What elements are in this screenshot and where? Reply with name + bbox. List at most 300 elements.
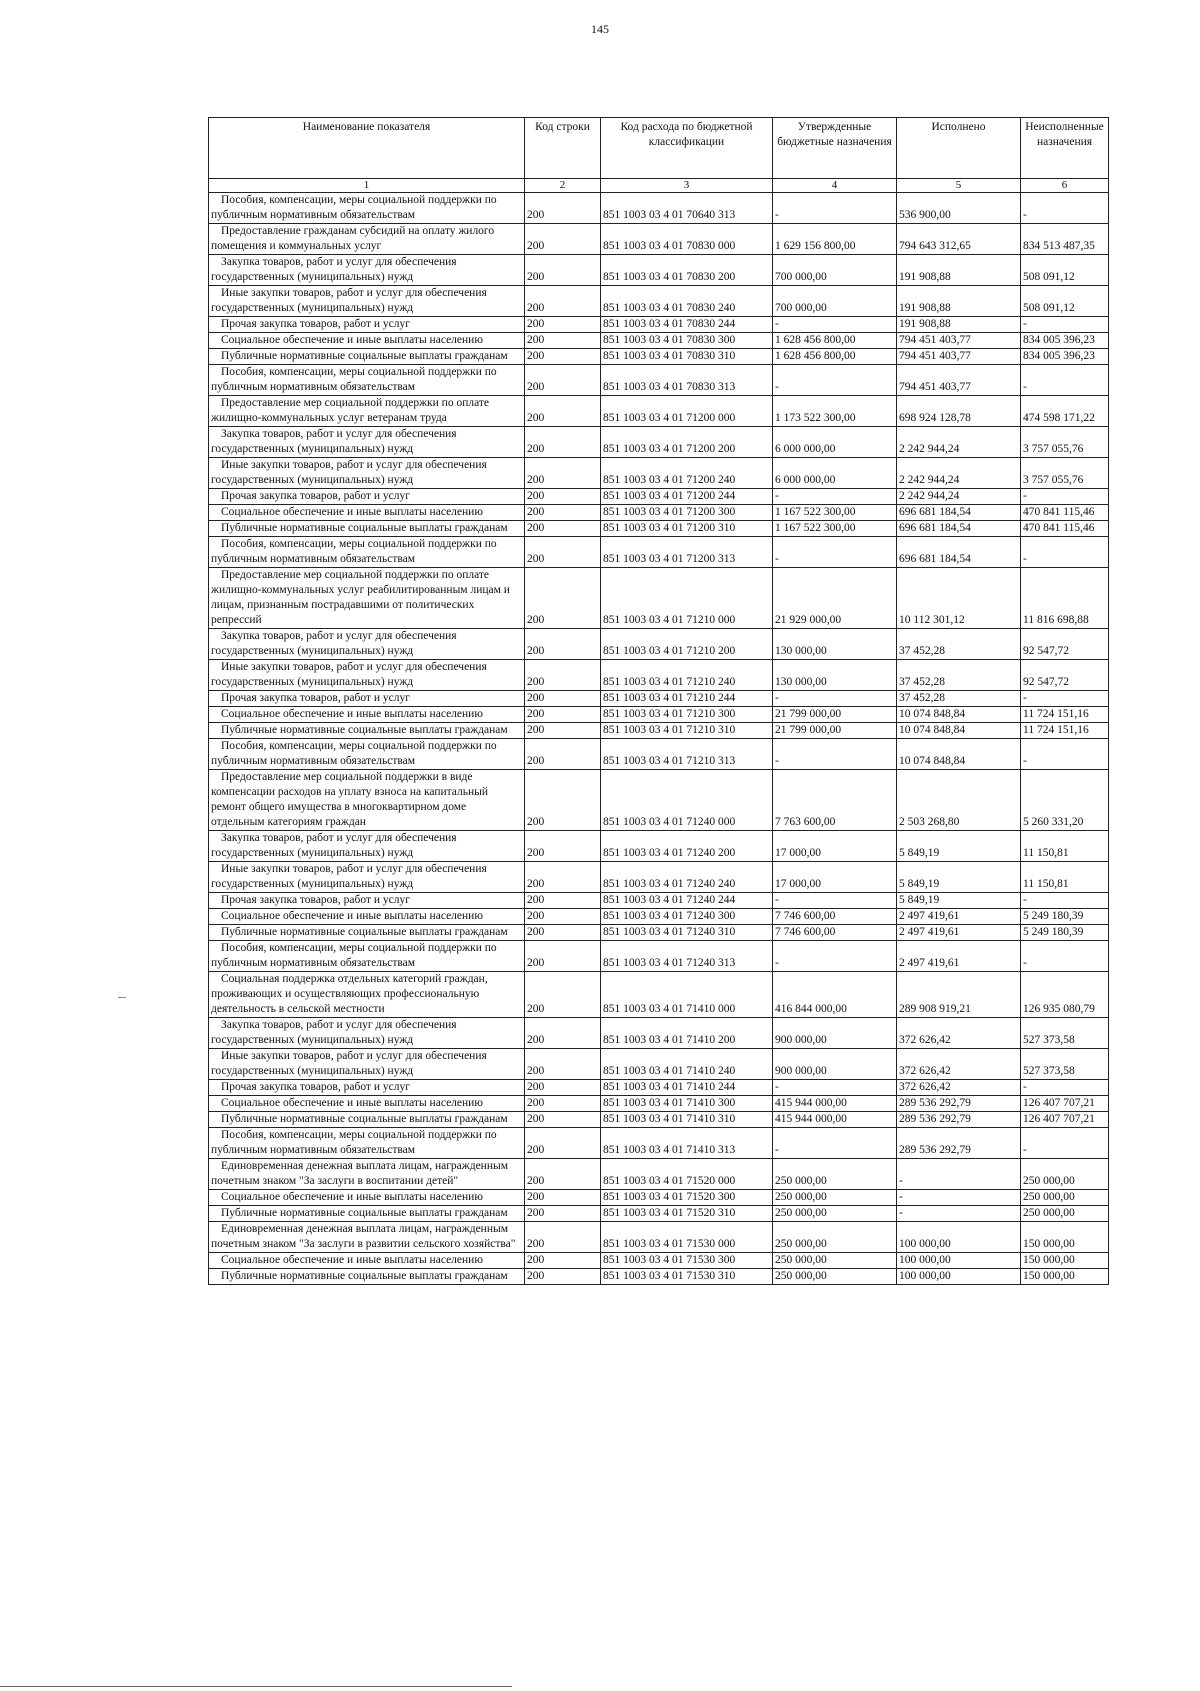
line-code-cell: 200 — [525, 333, 601, 349]
line-code-cell: 200 — [525, 862, 601, 893]
expense-code-cell: 851 1003 03 4 01 71410 310 — [601, 1112, 773, 1128]
executed-cell: 696 681 184,54 — [897, 505, 1021, 521]
approved-cell: - — [773, 489, 897, 505]
executed-cell: 2 242 944,24 — [897, 427, 1021, 458]
expense-code-cell: 851 1003 03 4 01 71520 300 — [601, 1190, 773, 1206]
header-row — [209, 118, 1109, 179]
executed-cell: 372 626,42 — [897, 1049, 1021, 1080]
line-code-cell: 200 — [525, 1269, 601, 1285]
executed-cell: 5 849,19 — [897, 862, 1021, 893]
table-row — [209, 489, 1109, 505]
expense-code-cell: 851 1003 03 4 01 71210 000 — [601, 568, 773, 629]
executed-cell: 10 112 301,12 — [897, 568, 1021, 629]
table-row — [209, 317, 1109, 333]
line-code-cell: 200 — [525, 739, 601, 770]
indicator-name-cell: Пособия, компенсации, меры социальной поддержки по публичным нормативным обязательствам — [209, 941, 525, 972]
table-row — [209, 1128, 1109, 1159]
table-row — [209, 691, 1109, 707]
indicator-name-cell: Предоставление мер социальной поддержки в виде компенсации расходов на уплату взноса на капитальный ремонт общего имущества в многоквартирном доме отдельным категориям граждан — [209, 770, 525, 831]
table-row — [209, 1159, 1109, 1190]
line-code-cell: 200 — [525, 629, 601, 660]
approved-cell: 250 000,00 — [773, 1269, 897, 1285]
expense-code-cell: 851 1003 03 4 01 71410 000 — [601, 972, 773, 1018]
indicator-name-cell: Единовременная денежная выплата лицам, награжденным почетным знаком "За заслуги в развитии сельского хозяйства" — [209, 1222, 525, 1253]
approved-cell: 21 799 000,00 — [773, 723, 897, 739]
expense-code-cell: 851 1003 03 4 01 71410 240 — [601, 1049, 773, 1080]
indicator-name-cell: Иные закупки товаров, работ и услуг для обеспечения государственных (муниципальных) нужд — [209, 1049, 525, 1080]
approved-cell: 6 000 000,00 — [773, 458, 897, 489]
executed-cell: 289 536 292,79 — [897, 1112, 1021, 1128]
unexecuted-cell: 150 000,00 — [1021, 1222, 1109, 1253]
table-row — [209, 365, 1109, 396]
table-row — [209, 831, 1109, 862]
expense-code-cell: 851 1003 03 4 01 70830 000 — [601, 224, 773, 255]
line-code-cell: 200 — [525, 1096, 601, 1112]
line-code-cell: 200 — [525, 1018, 601, 1049]
unexecuted-cell: - — [1021, 193, 1109, 224]
approved-cell: 130 000,00 — [773, 629, 897, 660]
header-indicator-name: Наименование показателя — [209, 118, 525, 179]
unexecuted-cell: - — [1021, 739, 1109, 770]
executed-cell: 696 681 184,54 — [897, 537, 1021, 568]
approved-cell: 900 000,00 — [773, 1018, 897, 1049]
expense-code-cell: 851 1003 03 4 01 70830 244 — [601, 317, 773, 333]
line-code-cell: 200 — [525, 723, 601, 739]
expense-code-cell: 851 1003 03 4 01 71240 000 — [601, 770, 773, 831]
line-code-cell: 200 — [525, 1112, 601, 1128]
executed-cell: 5 849,19 — [897, 893, 1021, 909]
executed-cell: 794 643 312,65 — [897, 224, 1021, 255]
approved-cell: - — [773, 1080, 897, 1096]
indicator-name-cell: Иные закупки товаров, работ и услуг для обеспечения государственных (муниципальных) нужд — [209, 660, 525, 691]
executed-cell: 289 908 919,21 — [897, 972, 1021, 1018]
executed-cell: 2 497 419,61 — [897, 925, 1021, 941]
line-code-cell: 200 — [525, 1080, 601, 1096]
executed-cell: 10 074 848,84 — [897, 707, 1021, 723]
indicator-name-cell: Публичные нормативные социальные выплаты гражданам — [209, 723, 525, 739]
expense-code-cell: 851 1003 03 4 01 71200 240 — [601, 458, 773, 489]
unexecuted-cell: 250 000,00 — [1021, 1190, 1109, 1206]
executed-cell: 696 681 184,54 — [897, 521, 1021, 537]
header-line-code: Код строки — [525, 118, 601, 179]
executed-cell: - — [897, 1159, 1021, 1190]
unexecuted-cell: 3 757 055,76 — [1021, 427, 1109, 458]
line-code-cell: 200 — [525, 365, 601, 396]
approved-cell: 1 629 156 800,00 — [773, 224, 897, 255]
expense-code-cell: 851 1003 03 4 01 70830 200 — [601, 255, 773, 286]
unexecuted-cell: 11 724 151,16 — [1021, 723, 1109, 739]
expense-code-cell: 851 1003 03 4 01 70830 300 — [601, 333, 773, 349]
page-number: 145 — [591, 22, 609, 36]
indicator-name-cell: Закупка товаров, работ и услуг для обеспечения государственных (муниципальных) нужд — [209, 1018, 525, 1049]
unexecuted-cell: - — [1021, 941, 1109, 972]
table-row — [209, 224, 1109, 255]
indicator-name-cell: Закупка товаров, работ и услуг для обеспечения государственных (муниципальных) нужд — [209, 427, 525, 458]
indicator-name-cell: Публичные нормативные социальные выплаты гражданам — [209, 521, 525, 537]
approved-cell: - — [773, 193, 897, 224]
executed-cell: 794 451 403,77 — [897, 349, 1021, 365]
indicator-name-cell: Прочая закупка товаров, работ и услуг — [209, 489, 525, 505]
unexecuted-cell: 150 000,00 — [1021, 1253, 1109, 1269]
executed-cell: 191 908,88 — [897, 286, 1021, 317]
column-number: 1 — [209, 179, 525, 193]
executed-cell: 698 924 128,78 — [897, 396, 1021, 427]
approved-cell: 6 000 000,00 — [773, 427, 897, 458]
executed-cell: 289 536 292,79 — [897, 1128, 1021, 1159]
unexecuted-cell: 126 935 080,79 — [1021, 972, 1109, 1018]
unexecuted-cell: 3 757 055,76 — [1021, 458, 1109, 489]
approved-cell: 415 944 000,00 — [773, 1096, 897, 1112]
line-code-cell: 200 — [525, 505, 601, 521]
executed-cell: 536 900,00 — [897, 193, 1021, 224]
executed-cell: 2 503 268,80 — [897, 770, 1021, 831]
approved-cell: 21 929 000,00 — [773, 568, 897, 629]
approved-cell: 7 763 600,00 — [773, 770, 897, 831]
expense-code-cell: 851 1003 03 4 01 71200 200 — [601, 427, 773, 458]
approved-cell: 7 746 600,00 — [773, 909, 897, 925]
executed-cell: - — [897, 1206, 1021, 1222]
table-row — [209, 862, 1109, 893]
approved-cell: 21 799 000,00 — [773, 707, 897, 723]
indicator-name-cell: Публичные нормативные социальные выплаты гражданам — [209, 1112, 525, 1128]
budget-execution-table — [208, 117, 1109, 1285]
indicator-name-cell: Социальное обеспечение и иные выплаты населению — [209, 1253, 525, 1269]
header-unexecuted: Неисполненные назначения — [1021, 118, 1109, 179]
approved-cell: 1 167 522 300,00 — [773, 505, 897, 521]
indicator-name-cell: Социальное обеспечение и иные выплаты населению — [209, 333, 525, 349]
expense-code-cell: 851 1003 03 4 01 71200 000 — [601, 396, 773, 427]
unexecuted-cell: - — [1021, 537, 1109, 568]
unexecuted-cell: 11 150,81 — [1021, 862, 1109, 893]
expense-code-cell: 851 1003 03 4 01 71520 000 — [601, 1159, 773, 1190]
approved-cell: - — [773, 317, 897, 333]
indicator-name-cell: Социальная поддержка отдельных категорий граждан, проживающих и осуществляющих профессиональную деятельность в сельской местности — [209, 972, 525, 1018]
indicator-name-cell: Иные закупки товаров, работ и услуг для обеспечения государственных (муниципальных) нужд — [209, 458, 525, 489]
unexecuted-cell: 834 005 396,23 — [1021, 349, 1109, 365]
header-approved: Утвержденные бюджетные назначения — [773, 118, 897, 179]
executed-cell: 100 000,00 — [897, 1253, 1021, 1269]
line-code-cell: 200 — [525, 568, 601, 629]
table-row — [209, 537, 1109, 568]
indicator-name-cell: Предоставление мер социальной поддержки по оплате жилищно-коммунальных услуг реабилитированным лицам и лицам, признанным пострадавшими от политических репрессий — [209, 568, 525, 629]
indicator-name-cell: Прочая закупка товаров, работ и услуг — [209, 691, 525, 707]
approved-cell: 1 173 522 300,00 — [773, 396, 897, 427]
unexecuted-cell: - — [1021, 893, 1109, 909]
indicator-name-cell: Предоставление мер социальной поддержки по оплате жилищно-коммунальных услуг ветеранам труда — [209, 396, 525, 427]
line-code-cell: 200 — [525, 396, 601, 427]
expense-code-cell: 851 1003 03 4 01 71530 300 — [601, 1253, 773, 1269]
unexecuted-cell: 150 000,00 — [1021, 1269, 1109, 1285]
expense-code-cell: 851 1003 03 4 01 71200 310 — [601, 521, 773, 537]
unexecuted-cell: 474 598 171,22 — [1021, 396, 1109, 427]
unexecuted-cell: 527 373,58 — [1021, 1018, 1109, 1049]
table-row — [209, 255, 1109, 286]
table-row — [209, 286, 1109, 317]
table-row — [209, 396, 1109, 427]
approved-cell: 1 167 522 300,00 — [773, 521, 897, 537]
table-body — [209, 193, 1109, 1285]
approved-cell: 250 000,00 — [773, 1206, 897, 1222]
table-row — [209, 770, 1109, 831]
line-code-cell: 200 — [525, 1206, 601, 1222]
approved-cell: 250 000,00 — [773, 1253, 897, 1269]
line-code-cell: 200 — [525, 909, 601, 925]
line-code-cell: 200 — [525, 349, 601, 365]
approved-cell: 416 844 000,00 — [773, 972, 897, 1018]
executed-cell: 100 000,00 — [897, 1269, 1021, 1285]
indicator-name-cell: Закупка товаров, работ и услуг для обеспечения государственных (муниципальных) нужд — [209, 255, 525, 286]
indicator-name-cell: Прочая закупка товаров, работ и услуг — [209, 893, 525, 909]
approved-cell: 900 000,00 — [773, 1049, 897, 1080]
unexecuted-cell: 11 816 698,88 — [1021, 568, 1109, 629]
line-code-cell: 200 — [525, 286, 601, 317]
line-code-cell: 200 — [525, 1128, 601, 1159]
line-code-cell: 200 — [525, 972, 601, 1018]
expense-code-cell: 851 1003 03 4 01 71530 310 — [601, 1269, 773, 1285]
table-row — [209, 1190, 1109, 1206]
line-code-cell: 200 — [525, 1253, 601, 1269]
unexecuted-cell: 92 547,72 — [1021, 660, 1109, 691]
indicator-name-cell: Единовременная денежная выплата лицам, награжденным почетным знаком "За заслуги в воспитании детей" — [209, 1159, 525, 1190]
table-row — [209, 521, 1109, 537]
unexecuted-cell: - — [1021, 317, 1109, 333]
line-code-cell: 200 — [525, 537, 601, 568]
unexecuted-cell: 11 724 151,16 — [1021, 707, 1109, 723]
table-row — [209, 723, 1109, 739]
expense-code-cell: 851 1003 03 4 01 71410 244 — [601, 1080, 773, 1096]
expense-code-cell: 851 1003 03 4 01 70830 240 — [601, 286, 773, 317]
indicator-name-cell: Публичные нормативные социальные выплаты гражданам — [209, 1269, 525, 1285]
table-row — [209, 458, 1109, 489]
unexecuted-cell: 5 260 331,20 — [1021, 770, 1109, 831]
executed-cell: 5 849,19 — [897, 831, 1021, 862]
table-row — [209, 193, 1109, 224]
table-row — [209, 660, 1109, 691]
executed-cell: 372 626,42 — [897, 1080, 1021, 1096]
expense-code-cell: 851 1003 03 4 01 71210 310 — [601, 723, 773, 739]
executed-cell: 372 626,42 — [897, 1018, 1021, 1049]
executed-cell: 2 242 944,24 — [897, 458, 1021, 489]
line-code-cell: 200 — [525, 255, 601, 286]
column-number-row — [209, 179, 1109, 193]
expense-code-cell: 851 1003 03 4 01 70830 310 — [601, 349, 773, 365]
unexecuted-cell: 126 407 707,21 — [1021, 1096, 1109, 1112]
expense-code-cell: 851 1003 03 4 01 71210 300 — [601, 707, 773, 723]
unexecuted-cell: 508 091,12 — [1021, 255, 1109, 286]
line-code-cell: 200 — [525, 707, 601, 723]
expense-code-cell: 851 1003 03 4 01 71240 313 — [601, 941, 773, 972]
approved-cell: - — [773, 365, 897, 396]
approved-cell: 17 000,00 — [773, 862, 897, 893]
unexecuted-cell: - — [1021, 365, 1109, 396]
approved-cell: - — [773, 691, 897, 707]
line-code-cell: 200 — [525, 1190, 601, 1206]
table-row — [209, 941, 1109, 972]
table-row — [209, 925, 1109, 941]
line-code-cell: 200 — [525, 317, 601, 333]
expense-code-cell: 851 1003 03 4 01 71240 200 — [601, 831, 773, 862]
header-executed: Исполнено — [897, 118, 1021, 179]
executed-cell: 10 074 848,84 — [897, 739, 1021, 770]
line-code-cell: 200 — [525, 224, 601, 255]
indicator-name-cell: Социальное обеспечение и иные выплаты населению — [209, 1096, 525, 1112]
unexecuted-cell: - — [1021, 1128, 1109, 1159]
approved-cell: - — [773, 537, 897, 568]
expense-code-cell: 851 1003 03 4 01 71240 240 — [601, 862, 773, 893]
table-row — [209, 1080, 1109, 1096]
line-code-cell: 200 — [525, 458, 601, 489]
table-row — [209, 1049, 1109, 1080]
executed-cell: 10 074 848,84 — [897, 723, 1021, 739]
expense-code-cell: 851 1003 03 4 01 71410 300 — [601, 1096, 773, 1112]
indicator-name-cell: Предоставление гражданам субсидий на оплату жилого помещения и коммунальных услуг — [209, 224, 525, 255]
table-row — [209, 893, 1109, 909]
approved-cell: 7 746 600,00 — [773, 925, 897, 941]
executed-cell: 191 908,88 — [897, 317, 1021, 333]
expense-code-cell: 851 1003 03 4 01 71210 240 — [601, 660, 773, 691]
unexecuted-cell: 126 407 707,21 — [1021, 1112, 1109, 1128]
unexecuted-cell: 508 091,12 — [1021, 286, 1109, 317]
expense-code-cell: 851 1003 03 4 01 71240 310 — [601, 925, 773, 941]
line-code-cell: 200 — [525, 1159, 601, 1190]
indicator-name-cell: Иные закупки товаров, работ и услуг для обеспечения государственных (муниципальных) нужд — [209, 286, 525, 317]
line-code-cell: 200 — [525, 427, 601, 458]
table-row — [209, 1112, 1109, 1128]
executed-cell: 794 451 403,77 — [897, 365, 1021, 396]
unexecuted-cell: 5 249 180,39 — [1021, 925, 1109, 941]
line-code-cell: 200 — [525, 489, 601, 505]
indicator-name-cell: Публичные нормативные социальные выплаты гражданам — [209, 925, 525, 941]
indicator-name-cell: Иные закупки товаров, работ и услуг для обеспечения государственных (муниципальных) нужд — [209, 862, 525, 893]
indicator-name-cell: Прочая закупка товаров, работ и услуг — [209, 1080, 525, 1096]
approved-cell: 250 000,00 — [773, 1222, 897, 1253]
indicator-name-cell: Социальное обеспечение и иные выплаты населению — [209, 707, 525, 723]
table-row — [209, 568, 1109, 629]
indicator-name-cell: Прочая закупка товаров, работ и услуг — [209, 317, 525, 333]
table-row — [209, 972, 1109, 1018]
approved-cell: 250 000,00 — [773, 1159, 897, 1190]
expense-code-cell: 851 1003 03 4 01 71520 310 — [601, 1206, 773, 1222]
line-code-cell: 200 — [525, 521, 601, 537]
approved-cell: 17 000,00 — [773, 831, 897, 862]
unexecuted-cell: 470 841 115,46 — [1021, 505, 1109, 521]
executed-cell: 37 452,28 — [897, 691, 1021, 707]
table-row — [209, 1096, 1109, 1112]
approved-cell: - — [773, 893, 897, 909]
table-row — [209, 1253, 1109, 1269]
approved-cell: 700 000,00 — [773, 286, 897, 317]
unexecuted-cell: 470 841 115,46 — [1021, 521, 1109, 537]
table-row — [209, 707, 1109, 723]
line-code-cell: 200 — [525, 893, 601, 909]
line-code-cell: 200 — [525, 831, 601, 862]
indicator-name-cell: Публичные нормативные социальные выплаты гражданам — [209, 1206, 525, 1222]
line-code-cell: 200 — [525, 1049, 601, 1080]
table-row — [209, 739, 1109, 770]
bottom-rule — [0, 1686, 512, 1687]
approved-cell: 700 000,00 — [773, 255, 897, 286]
expense-code-cell: 851 1003 03 4 01 71240 244 — [601, 893, 773, 909]
column-number: 3 — [601, 179, 773, 193]
line-code-cell: 200 — [525, 660, 601, 691]
column-number: 6 — [1021, 179, 1109, 193]
indicator-name-cell: Пособия, компенсации, меры социальной поддержки по публичным нормативным обязательствам — [209, 537, 525, 568]
expense-code-cell: 851 1003 03 4 01 70640 313 — [601, 193, 773, 224]
expense-code-cell: 851 1003 03 4 01 71200 244 — [601, 489, 773, 505]
column-number: 4 — [773, 179, 897, 193]
indicator-name-cell: Пособия, компенсации, меры социальной поддержки по публичным нормативным обязательствам — [209, 193, 525, 224]
line-code-cell: 200 — [525, 1222, 601, 1253]
approved-cell: 130 000,00 — [773, 660, 897, 691]
approved-cell: - — [773, 1128, 897, 1159]
executed-cell: 2 497 419,61 — [897, 941, 1021, 972]
table-row — [209, 349, 1109, 365]
executed-cell: 289 536 292,79 — [897, 1096, 1021, 1112]
expense-code-cell: 851 1003 03 4 01 71530 000 — [601, 1222, 773, 1253]
unexecuted-cell: 250 000,00 — [1021, 1159, 1109, 1190]
indicator-name-cell: Социальное обеспечение и иные выплаты населению — [209, 1190, 525, 1206]
approved-cell: 1 628 456 800,00 — [773, 333, 897, 349]
executed-cell: 37 452,28 — [897, 660, 1021, 691]
table-row — [209, 1018, 1109, 1049]
unexecuted-cell: 834 005 396,23 — [1021, 333, 1109, 349]
unexecuted-cell: 11 150,81 — [1021, 831, 1109, 862]
approved-cell: - — [773, 739, 897, 770]
column-number: 2 — [525, 179, 601, 193]
indicator-name-cell: Социальное обеспечение и иные выплаты населению — [209, 505, 525, 521]
indicator-name-cell: Публичные нормативные социальные выплаты гражданам — [209, 349, 525, 365]
line-code-cell: 200 — [525, 691, 601, 707]
executed-cell: 794 451 403,77 — [897, 333, 1021, 349]
line-code-cell: 200 — [525, 941, 601, 972]
expense-code-cell: 851 1003 03 4 01 70830 313 — [601, 365, 773, 396]
expense-code-cell: 851 1003 03 4 01 71200 313 — [601, 537, 773, 568]
expense-code-cell: 851 1003 03 4 01 71200 300 — [601, 505, 773, 521]
expense-code-cell: 851 1003 03 4 01 71410 200 — [601, 1018, 773, 1049]
unexecuted-cell: 834 513 487,35 — [1021, 224, 1109, 255]
line-code-cell: 200 — [525, 925, 601, 941]
expense-code-cell: 851 1003 03 4 01 71210 200 — [601, 629, 773, 660]
executed-cell: 2 242 944,24 — [897, 489, 1021, 505]
column-number: 5 — [897, 179, 1021, 193]
unexecuted-cell: 5 249 180,39 — [1021, 909, 1109, 925]
expense-code-cell: 851 1003 03 4 01 71410 313 — [601, 1128, 773, 1159]
unexecuted-cell: - — [1021, 1080, 1109, 1096]
executed-cell: 2 497 419,61 — [897, 909, 1021, 925]
indicator-name-cell: Пособия, компенсации, меры социальной поддержки по публичным нормативным обязательствам — [209, 365, 525, 396]
margin-mark — [118, 997, 126, 998]
table-row — [209, 1269, 1109, 1285]
table-row — [209, 909, 1109, 925]
indicator-name-cell: Закупка товаров, работ и услуг для обеспечения государственных (муниципальных) нужд — [209, 629, 525, 660]
approved-cell: 1 628 456 800,00 — [773, 349, 897, 365]
executed-cell: 37 452,28 — [897, 629, 1021, 660]
header-expense-code: Код расхода по бюджетной классификации — [601, 118, 773, 179]
indicator-name-cell: Социальное обеспечение и иные выплаты населению — [209, 909, 525, 925]
table-row — [209, 1222, 1109, 1253]
indicator-name-cell: Закупка товаров, работ и услуг для обеспечения государственных (муниципальных) нужд — [209, 831, 525, 862]
table-row — [209, 629, 1109, 660]
executed-cell: 100 000,00 — [897, 1222, 1021, 1253]
unexecuted-cell: - — [1021, 691, 1109, 707]
approved-cell: 250 000,00 — [773, 1190, 897, 1206]
table-row — [209, 1206, 1109, 1222]
indicator-name-cell: Пособия, компенсации, меры социальной поддержки по публичным нормативным обязательствам — [209, 739, 525, 770]
unexecuted-cell: 250 000,00 — [1021, 1206, 1109, 1222]
approved-cell: - — [773, 941, 897, 972]
indicator-name-cell: Пособия, компенсации, меры социальной поддержки по публичным нормативным обязательствам — [209, 1128, 525, 1159]
line-code-cell: 200 — [525, 770, 601, 831]
